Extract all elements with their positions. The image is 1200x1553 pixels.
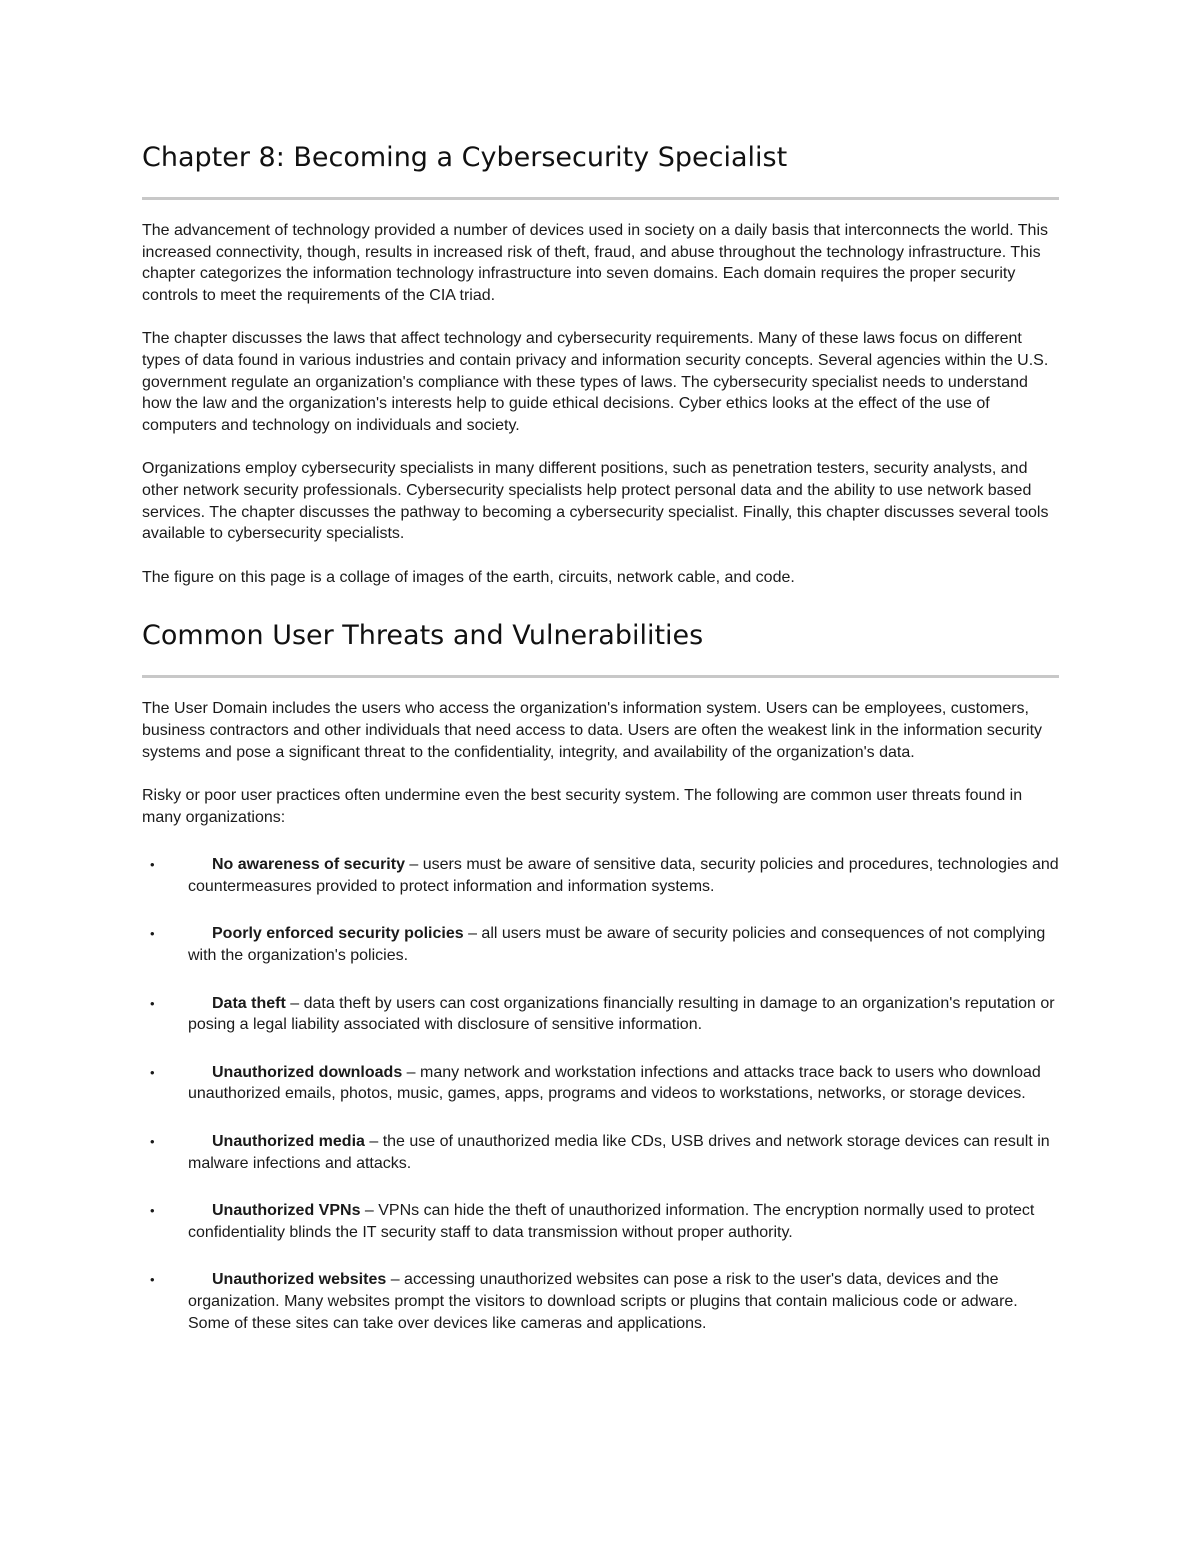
paragraph: The advancement of technology provided a number of devices used in society on a daily basis that interconnects the world. This increased connectivity, though, results in increased risk of theft, fraud, and abuse throughout the technology infrastructure. This chapter categorizes the information technology infrastructure into seven domains. Each domain requires the proper security controls to meet the requirements of the CIA triad. — [142, 222, 1048, 304]
threat-description: – many network and workstation infections and attacks trace back to users who download unauthorized emails, photos, music, games, apps, programs and videos to workstations, networks, or storage devices. — [188, 1063, 1041, 1103]
threat-term: No awareness of security — [212, 856, 405, 874]
bullet-icon: • — [150, 857, 155, 873]
list-item — [142, 923, 1059, 966]
paragraph: Organizations employ cybersecurity specialists in many different positions, such as penetration testers, security analysts, and other network security professionals. Cybersecurity specialists help protect personal data and the ability to use network based services. The chapter discusses the pathway to becoming a cybersecurity specialist. Finally, this chapter discusses several tools available to cybersecurity specialists. — [142, 460, 1049, 543]
paragraph: The figure on this page is a collage of images of the earth, circuits, network cable, and code. — [142, 568, 795, 586]
bullet-icon: • — [150, 995, 155, 1011]
list-item — [142, 854, 1059, 897]
threat-term: Unauthorized media — [212, 1133, 365, 1151]
threat-description: – data theft by users can cost organizations financially resulting in damage to an organization's reputation or posing a legal liability associated with disclosure of sensitive information. — [188, 994, 1055, 1034]
bullet-icon: • — [150, 926, 155, 942]
list-item — [142, 1200, 1059, 1243]
paragraph: The User Domain includes the users who access the organization's information system. Users can be employees, customers, business contractors and other individuals that need access to data. Users are often the weakest link in the information security systems and pose a significant threat to the confidentiality, integrity, and availability of the organization's data. — [142, 700, 1043, 761]
threat-description: – all users must be aware of security policies and consequences of not complying with the organization's policies. — [188, 925, 1046, 965]
bullet-icon: • — [150, 1134, 155, 1150]
threat-description: – VPNs can hide the theft of unauthorized information. The encryption normally used to protect confidentiality blinds the IT security staff to data transmission without proper authority. — [188, 1202, 1035, 1241]
heading-divider — [142, 197, 1059, 200]
threat-term: Unauthorized downloads — [212, 1063, 403, 1081]
threat-description: – the use of unauthorized media like CDs, USB drives and network storage devices can result in malware infections and attacks. — [188, 1133, 1050, 1172]
threat-description: – users must be aware of sensitive data, security policies and procedures, technologies and countermeasures provided to protect information and information systems. — [188, 856, 1059, 895]
document-page — [142, 118, 1059, 1360]
paragraph: The chapter discusses the laws that affect technology and cybersecurity requirements. Many of these laws focus on different types of data found in various industries and contain privacy and information security concepts. Several agencies within the U.S. government regulate an organization's compliance with these types of laws. The cybersecurity specialist needs to understand how the law and the organization's interests help to guide ethical decisions. Cyber ethics looks at the effect of the use of computers and technology on individuals and society. — [142, 330, 1049, 434]
section-heading: Common User Threats and Vulnerabilities — [142, 620, 704, 652]
threat-term: Unauthorized websites — [212, 1271, 387, 1289]
threat-term: Unauthorized VPNs — [212, 1202, 361, 1220]
chapter-heading: Chapter 8: Becoming a Cybersecurity Specialist — [142, 142, 788, 173]
paragraph: Risky or poor user practices often undermine even the best security system. The following are common user threats found in many organizations: — [142, 787, 1023, 826]
threat-term: Poorly enforced security policies — [212, 925, 464, 943]
threat-list — [142, 854, 1059, 1334]
list-item — [142, 1131, 1059, 1174]
bullet-icon: • — [150, 1272, 155, 1288]
threat-term: Data theft — [212, 994, 286, 1012]
bullet-icon: • — [150, 1203, 155, 1219]
list-item — [142, 993, 1059, 1036]
bullet-icon: • — [150, 1064, 155, 1080]
threat-description: – accessing unauthorized websites can pose a risk to the user's data, devices and the organization. Many websites prompt the visitors to download scripts or plugins that contain malicious code or adware. Some of these sites can take over devices like cameras and applications. — [188, 1271, 1018, 1332]
list-item — [142, 1062, 1059, 1105]
list-item — [142, 1269, 1059, 1334]
heading-divider — [142, 675, 1059, 678]
